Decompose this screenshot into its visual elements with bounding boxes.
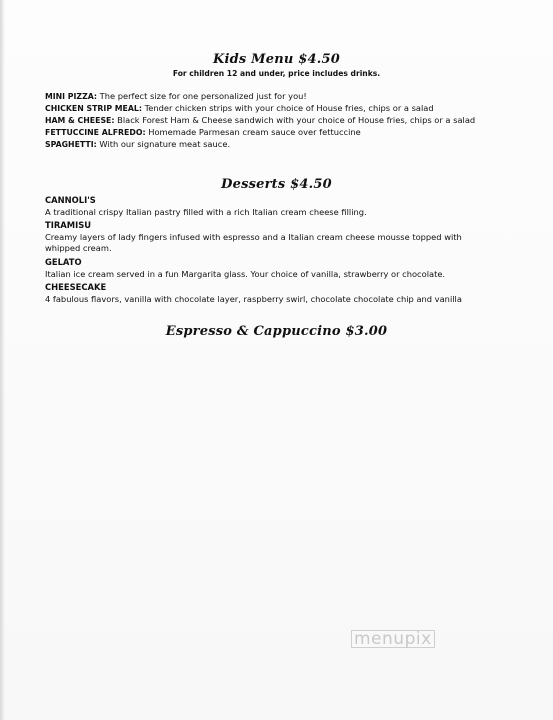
kids-item-desc: Homemade Parmesan cream sauce over fettuccine (145, 127, 361, 137)
dessert-name-tiramisu: TIRAMISU (45, 220, 92, 230)
kids-item-desc: Tender chicken strips with your choice of House fries, chips or a salad (141, 103, 434, 113)
dessert-name-cheesecake: CHEESECAKE (45, 282, 107, 292)
watermark-text: menupix (351, 630, 435, 648)
kids-item-name: CHICKEN STRIP MEAL: (45, 104, 142, 113)
kids-item-ham-cheese (45, 115, 523, 126)
dessert-desc-gelato: Italian ice cream served in a fun Margarita glass. Your choice of vanilla, strawberry or chocolate. (45, 269, 446, 279)
kids-item-chicken-strip (45, 103, 523, 114)
kids-menu-subtitle: For children 12 and under, price includes drinks. (172, 69, 381, 78)
dessert-desc-cheesecake: 4 fabulous flavors, vanilla with chocolate layer, raspberry swirl, chocolate chocolate chip and vanilla (45, 294, 462, 304)
dessert-name-gelato: GELATO (45, 257, 82, 267)
kids-item-fettuccine (45, 127, 523, 138)
kids-item-mini-pizza (45, 91, 523, 102)
kids-menu-title: Kids Menu $4.50 (213, 52, 340, 67)
kids-item-name: MINI PIZZA: (45, 92, 98, 101)
dessert-desc-tiramisu: Creamy layers of lady fingers infused with espresso and a Italian cream cheese mousse topped with whipped cream. (45, 232, 462, 254)
dessert-name-cannolis: CANNOLI'S (45, 195, 96, 205)
kids-item-spaghetti (45, 139, 523, 150)
scan-edge-shadow (0, 0, 5, 720)
kids-item-desc: With our signature meat sauce. (96, 139, 231, 149)
menupix-watermark (351, 629, 435, 649)
kids-item-desc: Black Forest Ham & Cheese sandwich with your choice of House fries, chips or a salad (114, 115, 476, 125)
desserts-title: Desserts $4.50 (221, 177, 332, 192)
espresso-title: Espresso & Cappuccino $3.00 (165, 324, 388, 339)
kids-item-name: FETTUCCINE ALFREDO: (45, 128, 146, 137)
kids-item-name: SPAGHETTI: (45, 140, 97, 149)
kids-item-name: HAM & CHEESE: (45, 116, 115, 125)
kids-item-desc: The perfect size for one personalized just for you! (97, 91, 307, 101)
dessert-desc-cannolis: A traditional crispy Italian pastry filled with a rich Italian cream cheese filling. (45, 207, 367, 217)
